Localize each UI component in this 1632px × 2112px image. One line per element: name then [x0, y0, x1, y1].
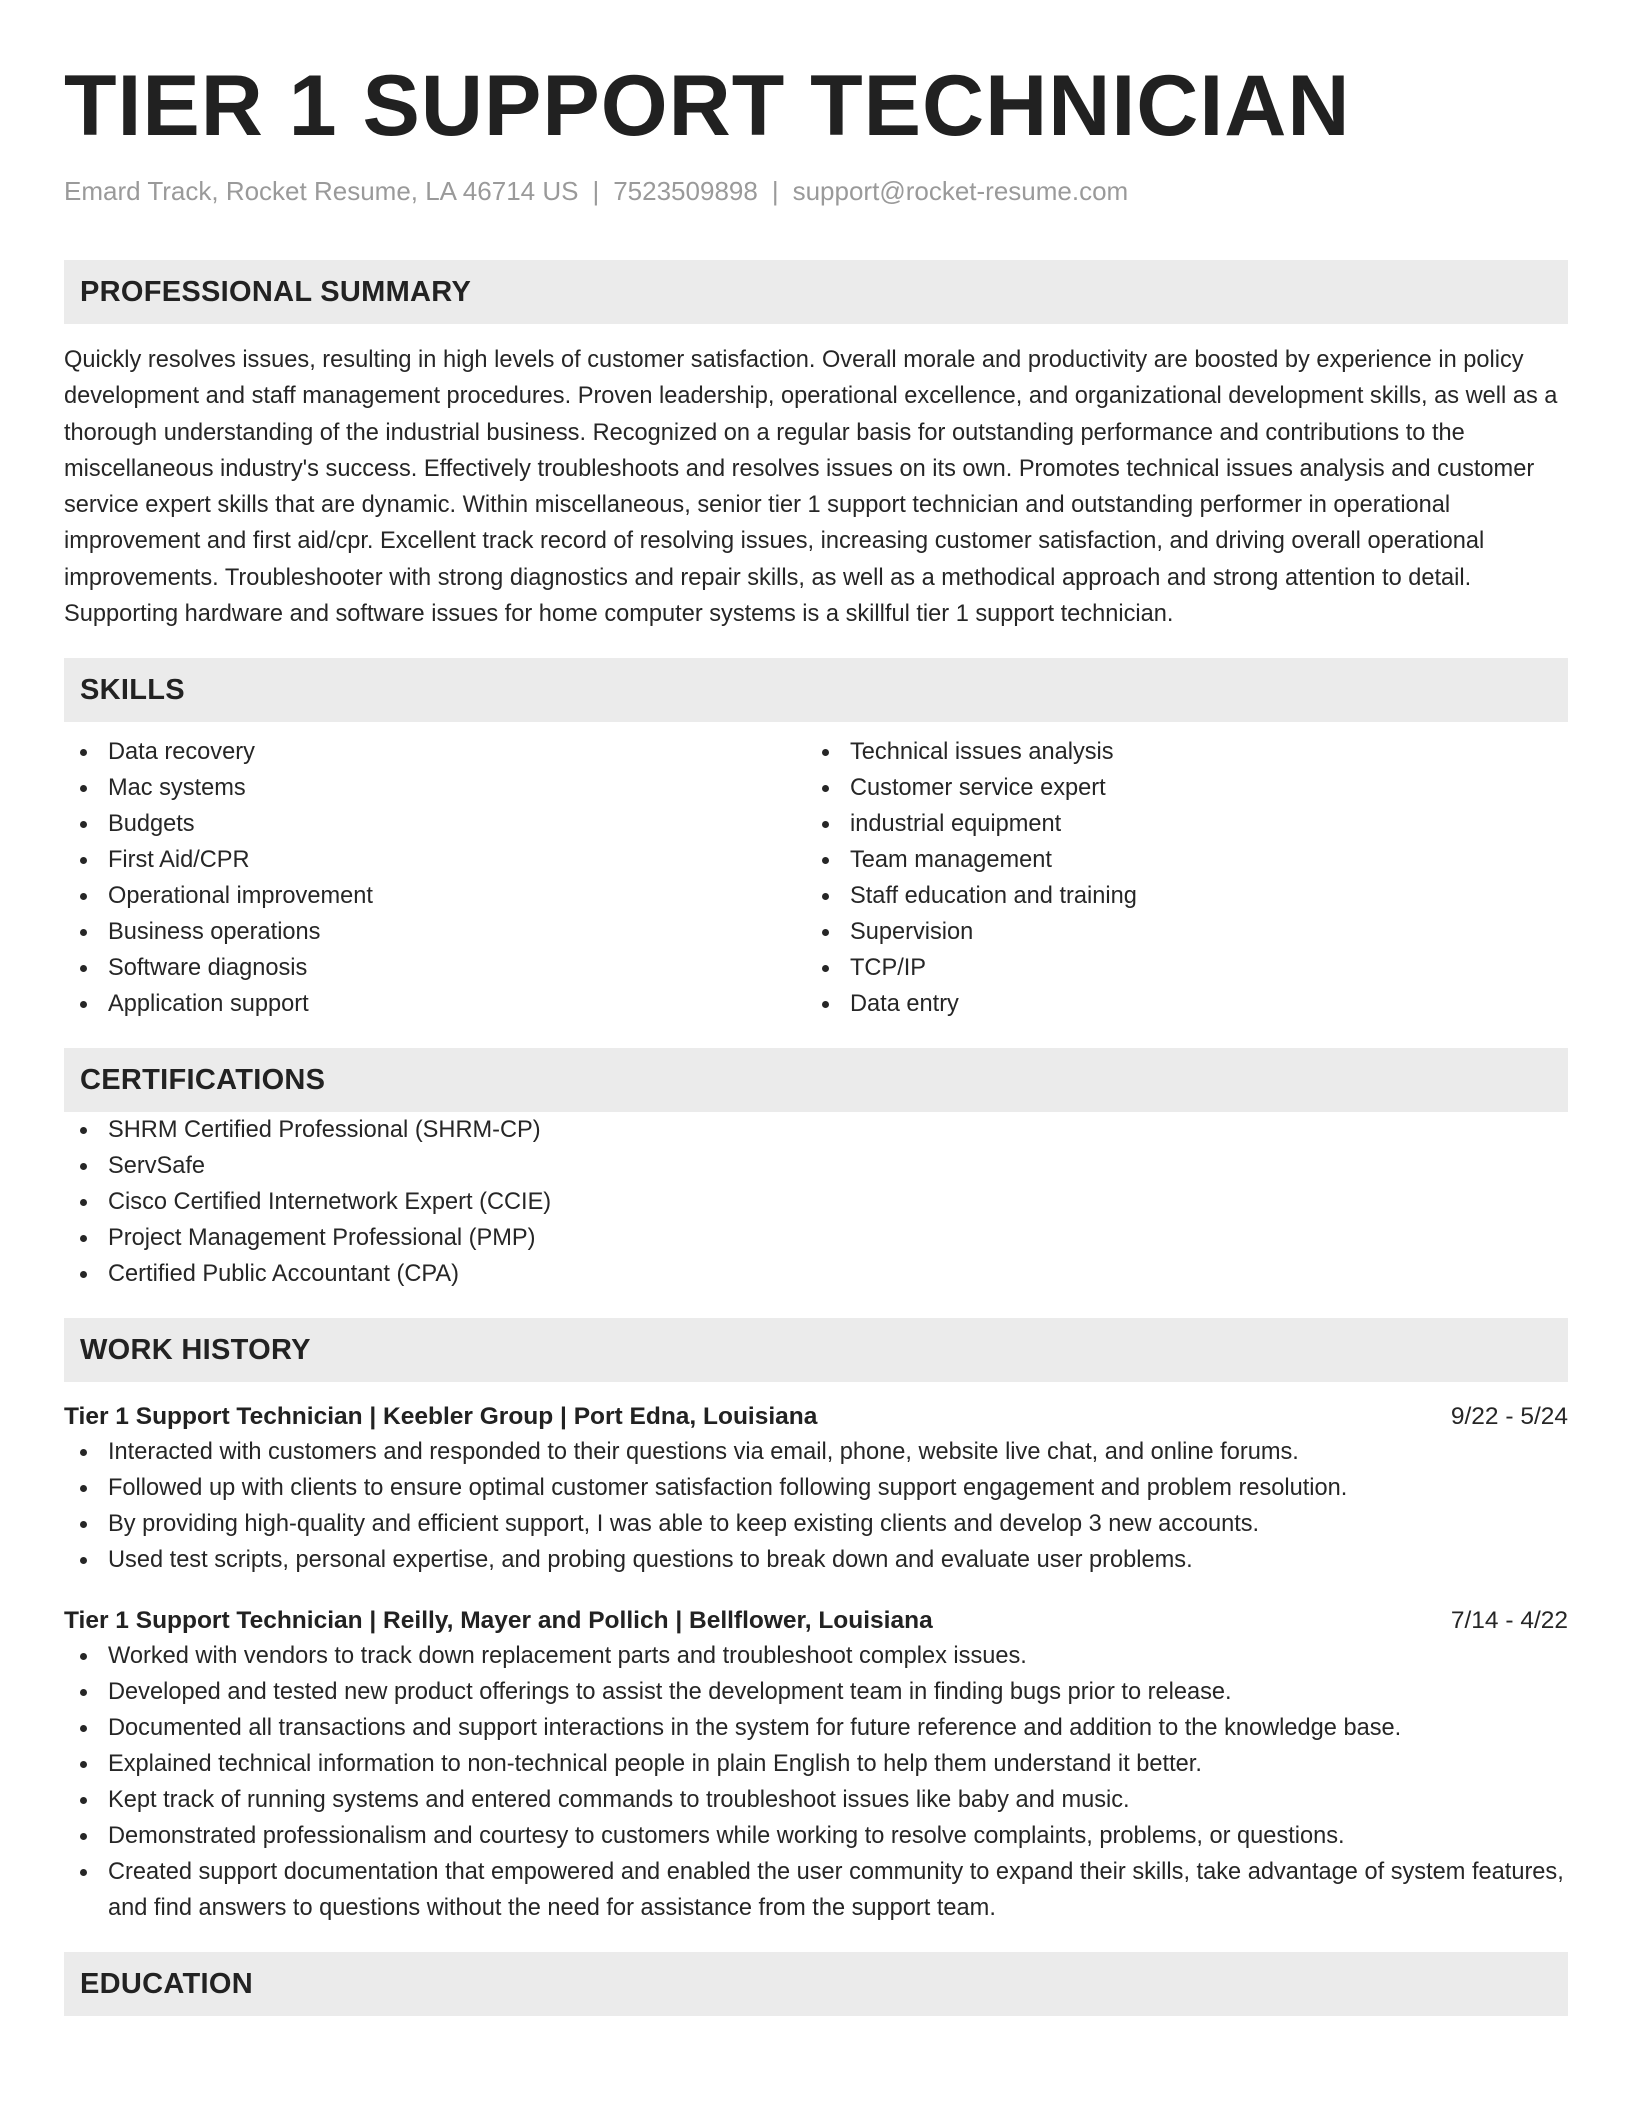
job-bullet: Explained technical information to non-technical people in plain English to help them understand it better.	[64, 1746, 1568, 1782]
skill-item: Technical issues analysis	[806, 734, 1548, 770]
skill-item: Staff education and training	[806, 878, 1548, 914]
job-bullet: Worked with vendors to track down replacement parts and troubleshoot complex issues.	[64, 1638, 1568, 1674]
job-bullet: By providing high-quality and efficient support, I was able to keep existing clients and develop 3 new accounts.	[64, 1506, 1568, 1542]
job-header	[64, 1604, 1568, 1638]
certifications-list	[64, 1112, 1568, 1292]
job-bullet: Followed up with clients to ensure optimal customer satisfaction following support engagement and problem resolution.	[64, 1470, 1568, 1506]
skills-column-right	[806, 734, 1548, 1022]
skill-item: Business operations	[64, 914, 806, 950]
skill-item: Supervision	[806, 914, 1548, 950]
professional-summary-text: Quickly resolves issues, resulting in high levels of customer satisfaction. Overall morale and productivity are boosted by experience in policy development and staff management procedures. Proven leadership, operational excellence, and organizational development skills, as well as a thorough understanding of the industrial business. Recognized on a regular basis for outstanding performance and contributions to the miscellaneous industry's success. Effectively troubleshoots and resolves issues on its own. Promotes technical issues analysis and customer service expert skills that are dynamic. Within miscellaneous, senior tier 1 support technician and outstanding performer in operational improvement and first aid/cpr. Excellent track record of resolving issues, increasing customer satisfaction, and driving overall operational improvements. Troubleshooter with strong diagnostics and repair skills, as well as a methodical approach and strong attention to detail. Supporting hardware and software issues for home computer systems is a skillful tier 1 support technician.	[64, 347, 1558, 628]
job-bullet: Developed and tested new product offerings to assist the development team in finding bugs prior to release.	[64, 1674, 1568, 1710]
skill-item: Data entry	[806, 986, 1548, 1022]
job-dates: 7/14 - 4/22	[1450, 1607, 1568, 1635]
contact-address: Emard Track, Rocket Resume, LA 46714 US	[64, 176, 579, 206]
contact-separator: |	[771, 176, 779, 206]
contact-email: support@rocket-resume.com	[792, 176, 1129, 206]
skill-item: Software diagnosis	[64, 950, 806, 986]
skill-item: industrial equipment	[806, 806, 1548, 842]
job-bullet-list	[64, 1434, 1568, 1578]
skill-item: TCP/IP	[806, 950, 1548, 986]
job-dates: 9/22 - 5/24	[1450, 1403, 1568, 1431]
job-bullet: Created support documentation that empowered and enabled the user community to expand their skills, take advantage of system features, and find answers to questions without the need for assistance from the support team.	[64, 1854, 1568, 1926]
professional-summary-heading: PROFESSIONAL SUMMARY	[64, 260, 1568, 324]
skill-item: Team management	[806, 842, 1548, 878]
skills-column-left	[64, 734, 806, 1022]
certification-item: ServSafe	[64, 1148, 1568, 1184]
resume-name: TIER 1 SUPPORT TECHNICIAN	[64, 58, 1351, 154]
certification-item: SHRM Certified Professional (SHRM-CP)	[64, 1112, 1568, 1148]
skills-heading: SKILLS	[64, 658, 1568, 722]
skill-item: Budgets	[64, 806, 806, 842]
skill-item: Data recovery	[64, 734, 806, 770]
contact-line	[64, 174, 1568, 208]
job-title: Tier 1 Support Technician | Keebler Group | Port Edna, Louisiana	[64, 1403, 818, 1431]
job-bullet-list	[64, 1638, 1568, 1926]
contact-phone: 7523509898	[613, 176, 758, 206]
job-bullet: Documented all transactions and support interactions in the system for future reference and addition to the knowledge base.	[64, 1710, 1568, 1746]
skill-item: Customer service expert	[806, 770, 1548, 806]
skill-item: First Aid/CPR	[64, 842, 806, 878]
skill-item: Mac systems	[64, 770, 806, 806]
job-title: Tier 1 Support Technician | Reilly, Mayer and Pollich | Bellflower, Louisiana	[64, 1607, 933, 1635]
job-bullet: Interacted with customers and responded to their questions via email, phone, website live chat, and online forums.	[64, 1434, 1568, 1470]
skills-list	[64, 734, 1568, 1022]
certification-item: Cisco Certified Internetwork Expert (CCIE)	[64, 1184, 1568, 1220]
job-bullet: Kept track of running systems and entered commands to troubleshoot issues like baby and music.	[64, 1782, 1568, 1818]
certification-item: Project Management Professional (PMP)	[64, 1220, 1568, 1256]
job-header	[64, 1400, 1568, 1434]
education-heading: EDUCATION	[64, 1952, 1568, 2016]
skill-item: Application support	[64, 986, 806, 1022]
job-bullet: Demonstrated professionalism and courtesy to customers while working to resolve complaints, problems, or questions.	[64, 1818, 1568, 1854]
job-bullet: Used test scripts, personal expertise, and probing questions to break down and evaluate user problems.	[64, 1542, 1568, 1578]
contact-separator: |	[592, 176, 600, 206]
work-history-heading: WORK HISTORY	[64, 1318, 1568, 1382]
certification-item: Certified Public Accountant (CPA)	[64, 1256, 1568, 1292]
resume-page	[64, 0, 1568, 2016]
certifications-heading: CERTIFICATIONS	[64, 1048, 1568, 1112]
skill-item: Operational improvement	[64, 878, 806, 914]
